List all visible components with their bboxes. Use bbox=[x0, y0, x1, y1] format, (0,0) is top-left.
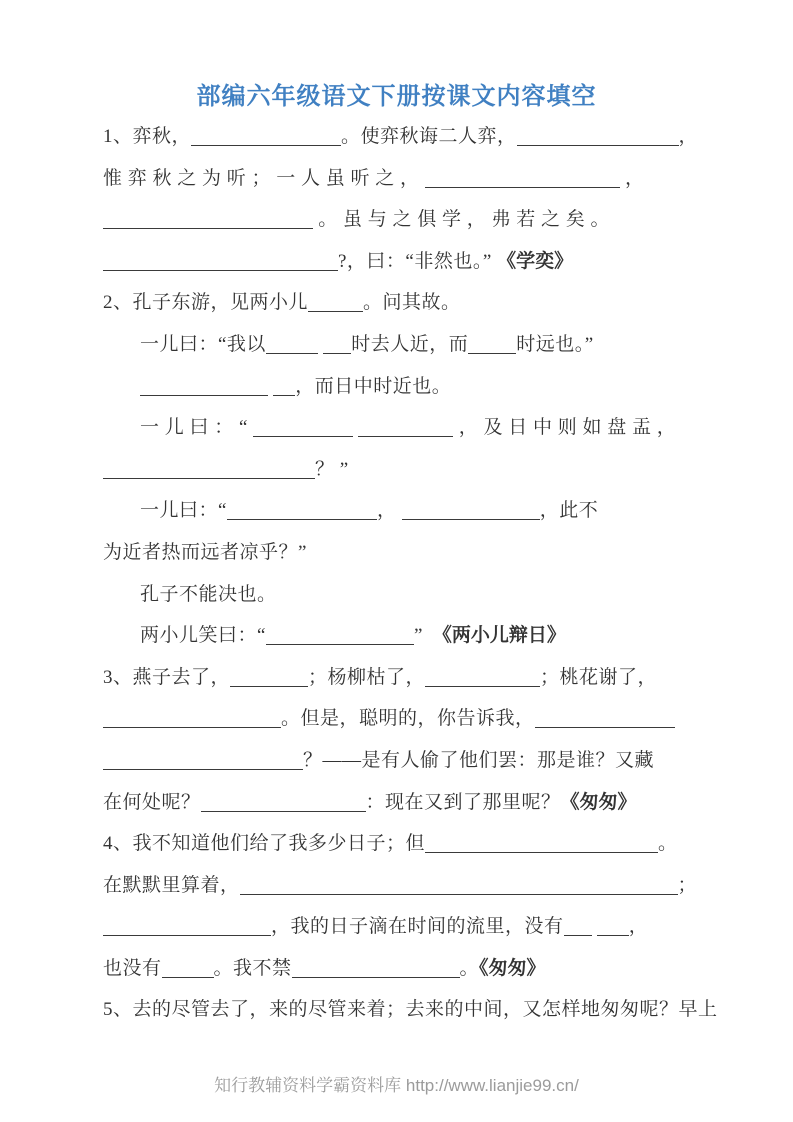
fill-in-blank bbox=[402, 514, 540, 520]
text-segment: 。我不禁 bbox=[213, 957, 292, 979]
text-line bbox=[103, 865, 698, 907]
text-line bbox=[103, 698, 695, 740]
fill-in-blank bbox=[103, 473, 315, 479]
text-line bbox=[103, 906, 695, 948]
text-segment: ， bbox=[678, 126, 699, 147]
text-line bbox=[103, 116, 699, 158]
text-line bbox=[103, 574, 695, 616]
text-segment: ?，曰：“非然也。” bbox=[338, 250, 498, 272]
text-line bbox=[103, 740, 695, 782]
fill-in-blank bbox=[103, 223, 313, 229]
text-segment: 在何处呢？ bbox=[103, 791, 201, 813]
text-segment: ； bbox=[677, 874, 698, 896]
text-segment: ， bbox=[628, 916, 649, 938]
fill-in-blank bbox=[103, 764, 303, 770]
page-title: 部编六年级语文下册按课文内容填空 bbox=[196, 83, 597, 110]
text-segment: 。问其故。 bbox=[363, 292, 461, 314]
text-line bbox=[103, 532, 695, 574]
fill-in-blank bbox=[535, 722, 675, 728]
fill-in-blank bbox=[266, 348, 318, 354]
text-segment: ， bbox=[376, 500, 402, 522]
text-segment: 。 虽 与 之 俱 学 ， 弗 若 之 矣 。 bbox=[313, 209, 611, 231]
text-line bbox=[103, 615, 695, 657]
fill-in-blank bbox=[517, 140, 679, 146]
text-line bbox=[103, 490, 695, 532]
fill-in-blank bbox=[253, 431, 353, 437]
fill-in-blank bbox=[103, 722, 281, 728]
text-line bbox=[103, 407, 695, 449]
text-segment: 3、燕子去了， bbox=[103, 666, 231, 688]
fill-in-blank bbox=[230, 681, 308, 687]
text-segment: 1、弈秋， bbox=[103, 126, 192, 147]
text-segment: ，我的日子滴在时间的流里，没有 bbox=[271, 916, 564, 938]
text-segment: ， bbox=[619, 167, 645, 189]
fill-in-blank bbox=[564, 930, 592, 936]
text-segment: 一儿曰：“我以 bbox=[140, 333, 266, 355]
fill-in-blank bbox=[103, 265, 338, 271]
fill-in-blank bbox=[292, 972, 460, 978]
fill-in-blank bbox=[140, 390, 268, 396]
text-segment: 时远也。” bbox=[516, 333, 594, 355]
text-line bbox=[103, 158, 695, 200]
text-segment: 为近者热而远者凉乎？” bbox=[103, 541, 307, 563]
fill-in-blank bbox=[425, 681, 540, 687]
book-title: 《匆匆》 bbox=[560, 791, 637, 813]
text-segment: 。 bbox=[459, 957, 480, 979]
fill-in-blank bbox=[597, 930, 629, 936]
text-segment: 。 bbox=[658, 833, 678, 855]
text-segment: 2、孔子东游，见两小儿 bbox=[103, 292, 309, 314]
text-line bbox=[103, 782, 695, 824]
text-segment: ？——是有人偷了他们罢：那是谁？又藏 bbox=[303, 749, 655, 771]
text-segment: 惟 弈 秋 之 为 听 ； 一 人 虽 听 之 ， bbox=[103, 167, 425, 189]
text-line bbox=[103, 324, 695, 366]
text-line bbox=[103, 657, 695, 699]
book-title: 《匆匆》 bbox=[479, 957, 546, 979]
fill-in-blank bbox=[201, 806, 366, 812]
fill-in-blank bbox=[240, 889, 678, 895]
text-segment: 在默默里算着， bbox=[103, 874, 240, 896]
text-segment: 两小儿笑曰：“ bbox=[140, 625, 266, 647]
document-lines bbox=[103, 116, 718, 1031]
fill-in-blank bbox=[425, 847, 658, 853]
text-segment: 一 儿 曰 ： “ bbox=[140, 417, 254, 439]
text-segment: ， 及 日 中 则 如 盘 盂 ， bbox=[453, 417, 677, 439]
text-line bbox=[103, 241, 695, 283]
text-segment: ” bbox=[413, 625, 443, 647]
text-segment: ：现在又到了那里呢？ bbox=[365, 791, 561, 813]
fill-in-blank bbox=[425, 182, 620, 188]
text-line bbox=[103, 449, 695, 491]
text-segment: 。使弈秋诲二人弈， bbox=[341, 126, 517, 147]
book-title: 《学奕》 bbox=[497, 250, 574, 272]
footer-watermark: 知行教辅资料学霸资料库 http://www.lianjie99.cn/ bbox=[214, 1076, 579, 1095]
text-line bbox=[103, 989, 718, 1031]
text-segment: 孔子不能决也。 bbox=[140, 583, 277, 605]
text-segment: 时去人近，而 bbox=[351, 333, 469, 355]
fill-in-blank bbox=[358, 431, 453, 437]
fill-in-blank bbox=[227, 514, 377, 520]
text-segment: ；桃花谢了， bbox=[540, 666, 658, 688]
text-segment: ？ ” bbox=[315, 458, 349, 480]
book-title: 《两小儿辩日》 bbox=[442, 625, 566, 647]
text-segment: 一儿曰：“ bbox=[140, 500, 227, 522]
text-line bbox=[103, 199, 695, 241]
fill-in-blank bbox=[162, 972, 214, 978]
text-segment: 。但是，聪明的，你告诉我， bbox=[281, 708, 535, 730]
fill-in-blank bbox=[468, 348, 516, 354]
text-line bbox=[103, 282, 695, 324]
fill-in-blank bbox=[273, 390, 295, 396]
text-segment: ，此不 bbox=[539, 500, 599, 522]
text-segment: ，而日中时近也。 bbox=[295, 375, 452, 397]
text-segment: 也没有 bbox=[103, 957, 162, 979]
fill-in-blank bbox=[191, 140, 341, 146]
text-line bbox=[103, 823, 695, 865]
fill-in-blank bbox=[308, 306, 363, 312]
fill-in-blank bbox=[103, 930, 271, 936]
text-line bbox=[103, 948, 695, 990]
fill-in-blank bbox=[266, 639, 414, 645]
text-segment: ；杨柳枯了， bbox=[308, 666, 426, 688]
text-segment: 5、去的尽管去了，来的尽管来着；去来的中间，又怎样地匆匆呢？早上 bbox=[103, 999, 718, 1021]
text-segment: 4、我不知道他们给了我多少日子；但 bbox=[103, 833, 426, 855]
text-line bbox=[103, 366, 695, 408]
fill-in-blank bbox=[323, 348, 351, 354]
